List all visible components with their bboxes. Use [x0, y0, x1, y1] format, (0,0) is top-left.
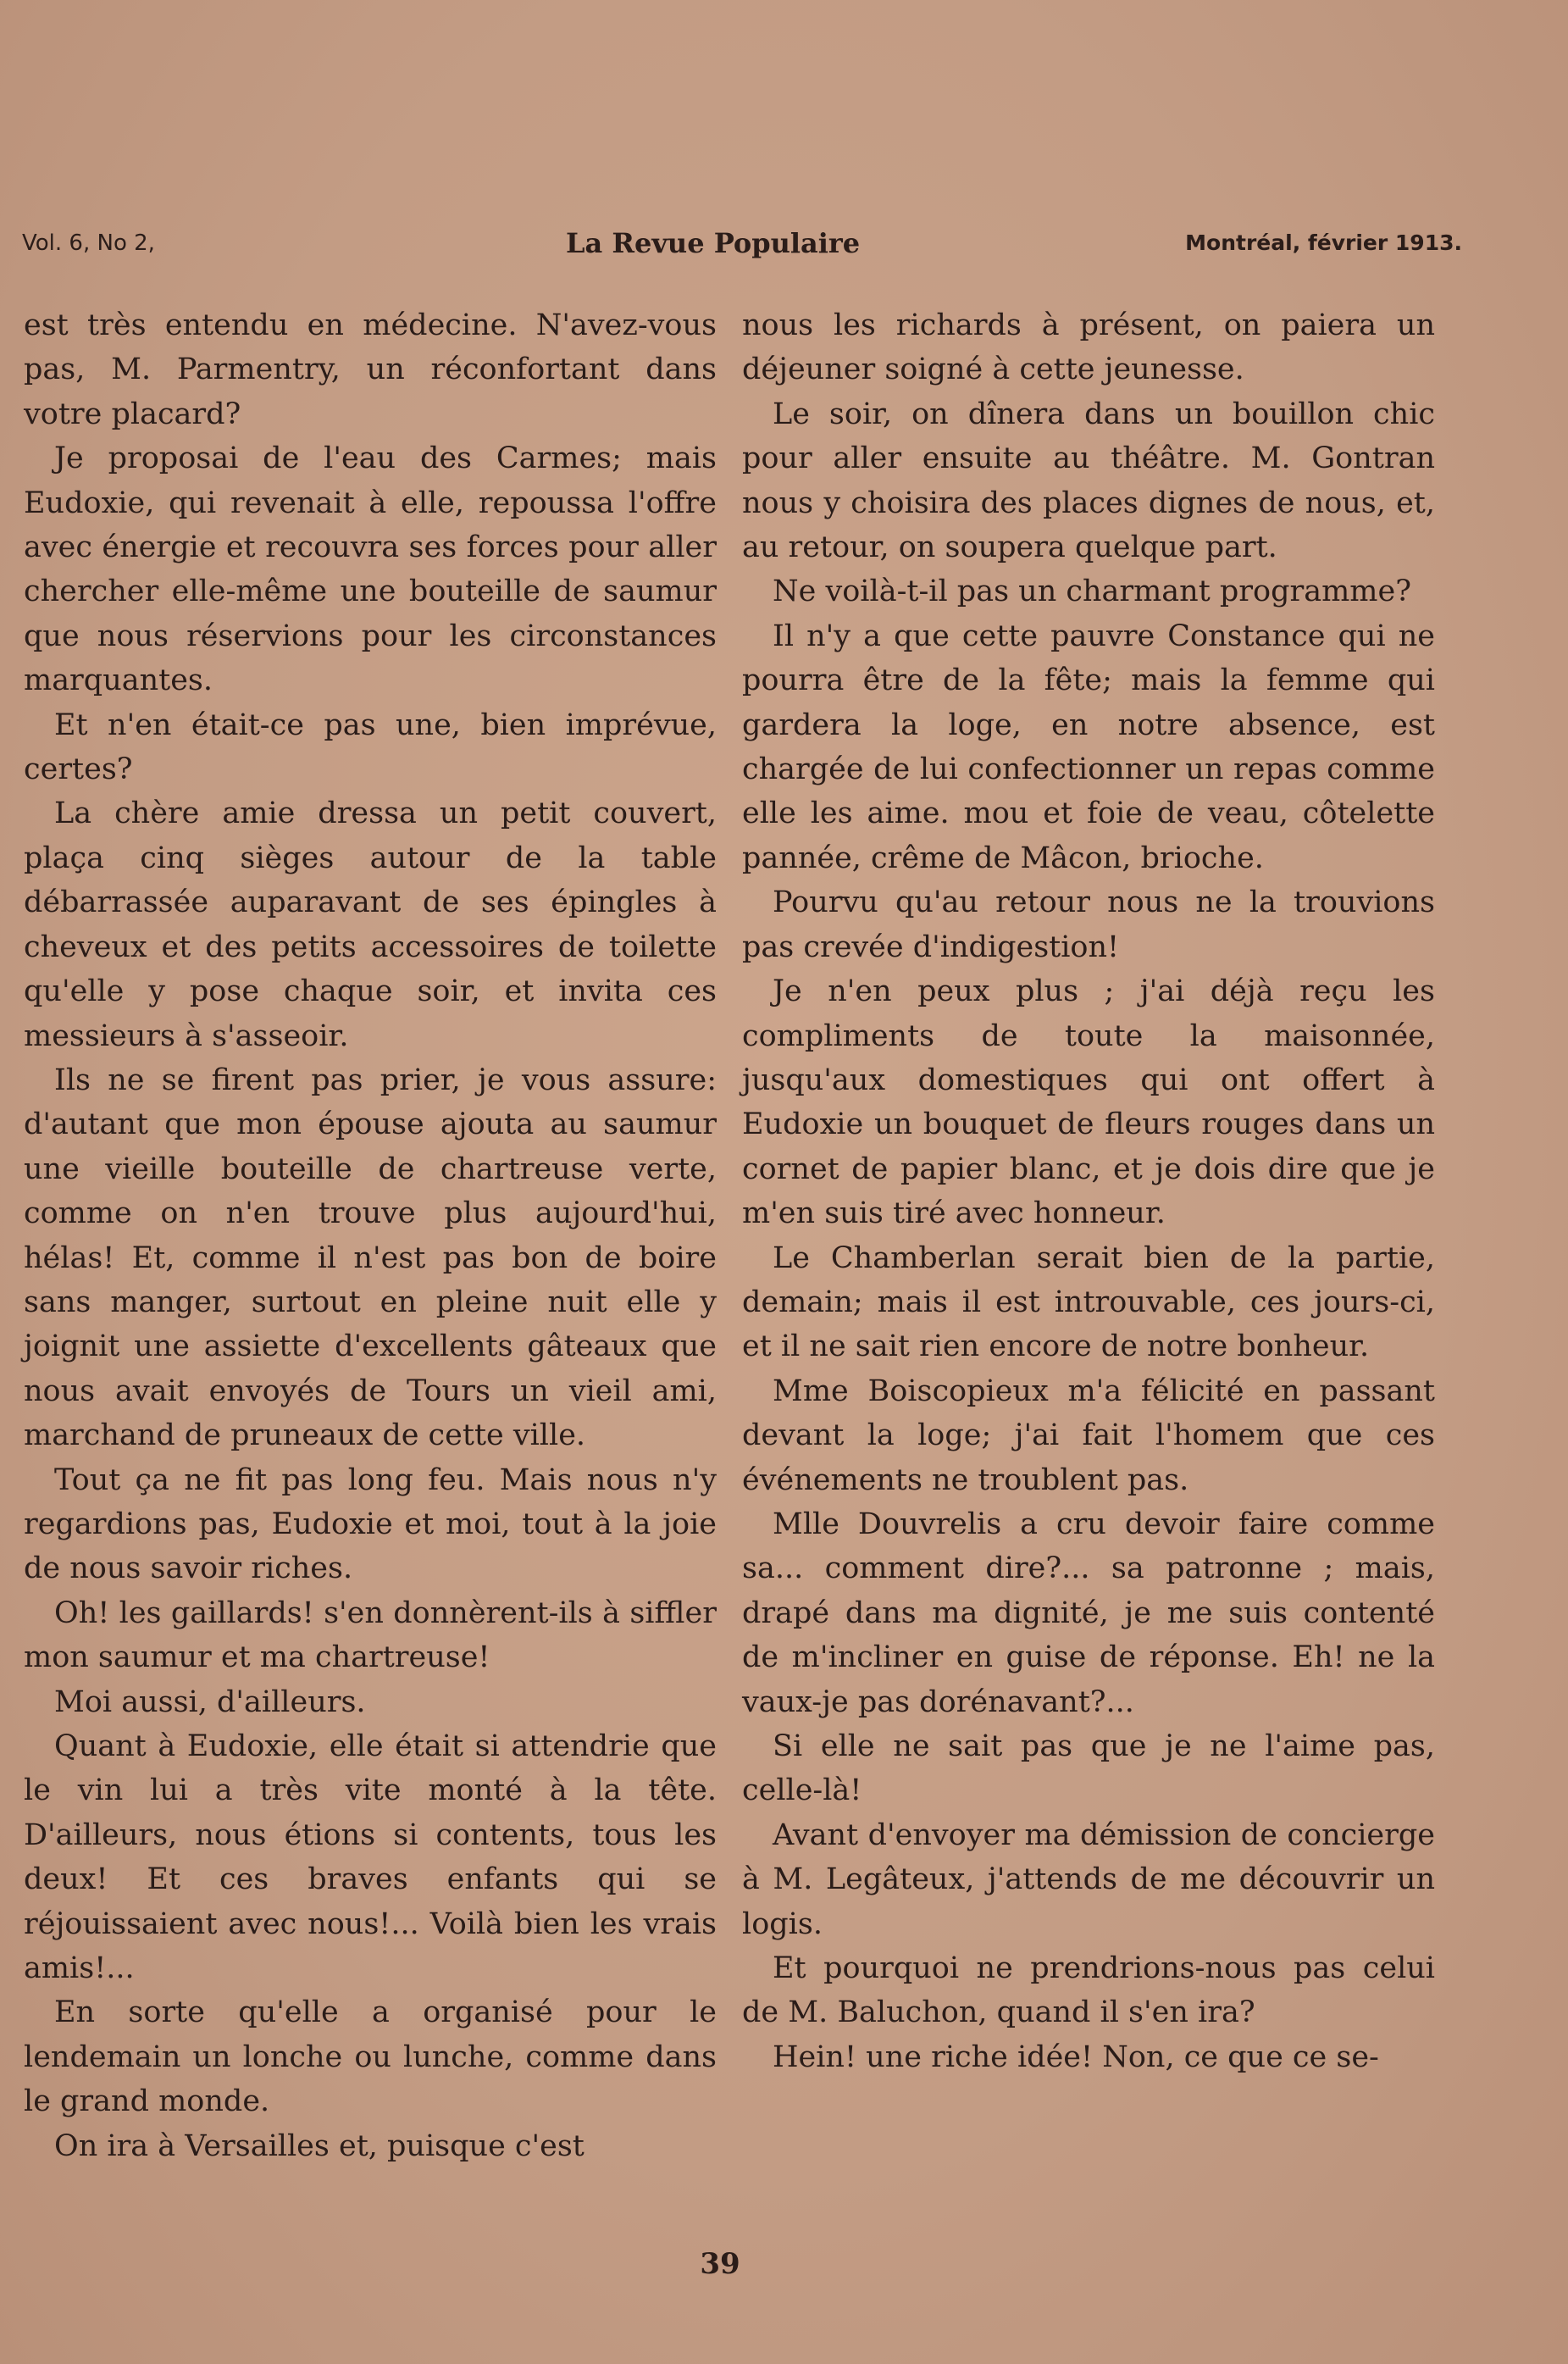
right-column: [742, 303, 1435, 2079]
paragraph: Je proposai de l'eau des Carmes; mais Eudoxie, qui revenait à elle, repoussa l'offre avec énergie et recouvra ses forces pour aller chercher elle-même une bouteille de saumur que nous réservions pour les circonstances marquantes.: [24, 441, 717, 698]
paragraph: est très entendu en médecine. N'avez-vous pas, M. Parmentry, un réconfortant dans votre placard?: [24, 308, 717, 431]
paragraph: Tout ça ne fit pas long feu. Mais nous n'y regardions pas, Eudoxie et moi, tout à la joie de nous savoir riches.: [24, 1462, 717, 1586]
paragraph: nous les richards à présent, on paiera un déjeuner soigné à cette jeunesse.: [742, 308, 1435, 387]
paragraph: Oh! les gaillards! s'en donnèrent-ils à siffler mon saumur et ma chartreuse!: [24, 1595, 717, 1675]
paragraph: Pourvu qu'au retour nous ne la trouvions pas crevée d'indigestion!: [742, 885, 1435, 964]
running-header: [22, 227, 1462, 269]
paragraph: Hein! une riche idée! Non, ce que ce se-: [773, 2039, 1379, 2074]
paragraph: Le Chamberlan serait bien de la partie, demain; mais il est introuvable, ces jours-ci, et il ne sait rien encore de notre bonheur.: [742, 1240, 1435, 1364]
issue-date: Montréal, février 1913.: [1185, 230, 1462, 255]
left-column: [24, 303, 717, 2168]
paragraph: Mme Boiscopieux m'a félicité en passant devant la loge; j'ai fait l'homem que ces événements ne troublent pas.: [742, 1373, 1435, 1497]
page-number: 39: [700, 2247, 740, 2281]
paragraph: Avant d'envoyer ma démission de concierge à M. Legâteux, j'attends de me découvrir un logis.: [742, 1817, 1435, 1941]
paragraph: Quant à Eudoxie, elle était si attendrie que le vin lui a très vite monté à la tête. D'ailleurs, nous étions si contents, tous les deux! Et ces braves enfants qui se réjouissaient avec nous!... Voilà bien les vrais amis!...: [24, 1729, 717, 1986]
paragraph: La chère amie dressa un petit couvert, plaça cinq sièges autour de la table débarrassée auparavant de ses épingles à cheveux et des petits accessoires de toilette qu'elle y pose chaque soir, et invita ces messieurs à s'asseoir.: [24, 796, 717, 1053]
volume-number: Vol. 6, No 2,: [22, 230, 155, 256]
paragraph: Je n'en peux plus ; j'ai déjà reçu les compliments de toute la maisonnée, jusqu'aux domestiques qui ont offert à Eudoxie un bouquet de fleurs rouges dans un cornet de papier blanc, et je dois dire que je m'en suis tiré avec honneur.: [742, 974, 1435, 1231]
paragraph: Le soir, on dînera dans un bouillon chic pour aller ensuite au théâtre. M. Gontran nous y choisira des places dignes de nous, et, au retour, on soupera quelque part.: [742, 397, 1435, 565]
paragraph: Ils ne se firent pas prier, je vous assure: d'autant que mon épouse ajouta au saumur une vieille bouteille de chartreuse verte, comme on n'en trouve plus aujourd'hui, hélas! Et, comme il n'est pas bon de boire sans manger, surtout en pleine nuit elle y joignit une assiette d'excellents gâteaux que nous avait envoyés de Tours un vieil ami, marchand de pruneaux de cette ville.: [24, 1063, 717, 1453]
paragraph: Ne voilà-t-il pas un charmant programme?: [773, 574, 1411, 609]
paragraph: On ira à Versailles et, puisque c'est: [54, 2128, 585, 2163]
paragraph: Il n'y a que cette pauvre Constance qui ne pourra être de la fête; mais la femme qui gardera la loge, en notre absence, est chargée de lui confectionner un repas comme elle les aime. mou et foie de veau, côtelette pannée, crême de Mâcon, brioche.: [742, 619, 1435, 875]
journal-title: La Revue Populaire: [566, 227, 861, 259]
paragraph: Mlle Douvrelis a cru devoir faire comme sa... comment dire?... sa patronne ; mais, drapé dans ma dignité, je me suis contenté de m'incliner en guise de réponse. Eh! ne la vaux-je pas dorénavant?...: [742, 1507, 1435, 1719]
paragraph: Moi aussi, d'ailleurs.: [54, 1684, 366, 1719]
paragraph: Et n'en était-ce pas une, bien imprévue, certes?: [24, 708, 717, 787]
paragraph: En sorte qu'elle a organisé pour le lendemain un lonche ou lunche, comme dans le grand monde.: [24, 1995, 717, 2119]
paragraph: Si elle ne sait pas que je ne l'aime pas, celle-là!: [742, 1729, 1435, 1808]
paragraph: Et pourquoi ne prendrions-nous pas celui de M. Baluchon, quand il s'en ira?: [742, 1951, 1435, 2030]
